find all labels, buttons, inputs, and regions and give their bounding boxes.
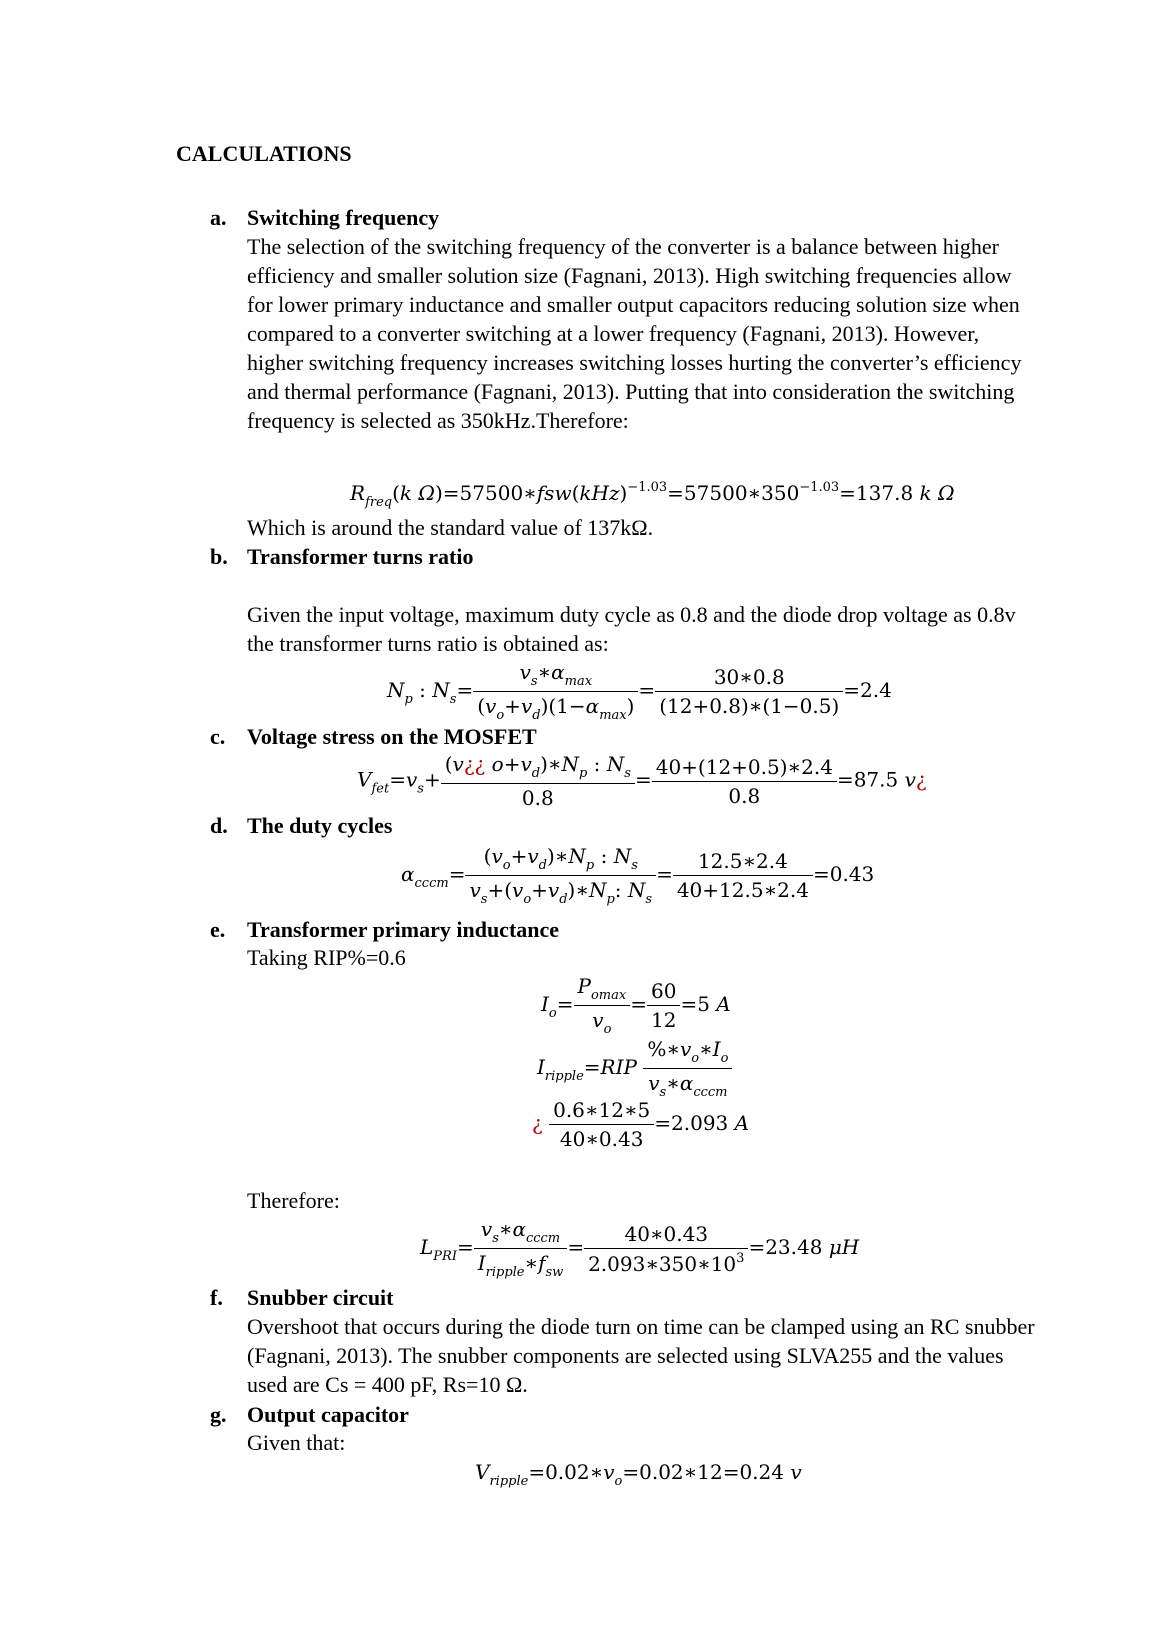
page-title: CALCULATIONS: [176, 141, 352, 166]
section-d-heading: The duty cycles: [247, 813, 393, 838]
section-g-letter: g.: [210, 1402, 227, 1427]
section-c-letter: c.: [210, 724, 226, 749]
section-b-paragraph: Given the input voltage, maximum duty cycle as 0.8 and the diode drop voltage as 0.8v the transformer turns ratio is obtained as:: [247, 602, 1016, 656]
section-b-letter: b.: [210, 544, 228, 569]
equation-iripple: $I_{ripple}=RIP$ $\frac{\%∗v_o∗I_o}{v_s∗\alpha_{cccm}}$: [537, 1037, 732, 1100]
section-e-paragraph: Taking RIP%=0.6: [247, 945, 406, 970]
section-f-heading: Snubber circuit: [247, 1285, 394, 1310]
section-e-heading: Transformer primary inductance: [247, 917, 560, 942]
section-a-paragraph: The selection of the switching frequency of the converter is a balance between higher efficiency and smaller solution size (Fagnani, 2013). High switching frequencies allow for lower primary inductance and smaller output capacitors reducing solution size when compared to a converter switching at a lower frequency (Fagnani, 2013). However, higher switching frequency increases switching losses hurting the converter’s efficiency and thermal performance (Fagnani, 2013). Putting that into consideration the switching frequency is selected as 350kHz.Therefore:: [247, 234, 1022, 433]
section-c-heading: Voltage stress on the MOSFET: [247, 724, 537, 749]
equation-iripple-value: ¿ $\frac{0.6∗12∗5}{40∗0.43}$ =2.093 A: [532, 1098, 750, 1151]
equation-io: $I_o=$ $\frac{P_{omax}}{v_o}$ = $\frac{60}{12}$ =5 A: [541, 974, 731, 1037]
section-a-heading: Switching frequency: [247, 205, 440, 230]
section-e-therefore: Therefore:: [247, 1188, 340, 1213]
section-g-heading: Output capacitor: [247, 1402, 409, 1427]
equation-rfreq: $R_{freq}(k$ $\Omega)=57500∗fsw(kHz)^{-1.03}=57500∗350^{-1.03}=137.8$ k Ω: [350, 480, 955, 510]
section-f-paragraph: Overshoot that occurs during the diode turn on time can be clamped using an RC snubber (Fagnani, 2013). The snubber components are selected using SLVA255 and the values used are Cs = 400 pF, Rs=10 Ω.: [247, 1314, 1035, 1397]
equation-vfet: $V_{fet}=v_s+$ $\frac{(v¿¿ o+v_d)∗N_p : N_s}{0.8}$ = $\frac{40+(12+0.5)∗2.4}{0.8}$ =87.5 v¿: [357, 752, 927, 810]
section-a-letter: a.: [210, 205, 227, 230]
equation-duty-cycle: $\alpha_{cccm}=$ $\frac{(v_o+v_d)∗N_p : N_s}{v_s+(v_o+v_d)∗N_p: N_s}$ = $\frac{12.5∗2.4}{40+12.5∗2.4}$ =0.43: [401, 844, 875, 907]
section-a-after: Which is around the standard value of 137kΩ.: [247, 515, 654, 540]
section-g-paragraph: Given that:: [247, 1430, 346, 1455]
section-d-letter: d.: [210, 813, 228, 838]
section-f-letter: f.: [210, 1285, 223, 1310]
equation-turns-ratio: $N_p$ : $N_s=$ $\frac{v_s∗\alpha_{max}}{(v_o+v_d)(1-\alpha_{max})}$ = $\frac{30∗0.8}{(12+0.8)∗(1-0.5)}$ =2.4: [387, 660, 892, 723]
section-e-letter: e.: [210, 917, 226, 942]
equation-lpri: $L_{PRI}=$ $\frac{v_s∗\alpha_{cccm}}{I_{ripple}∗f_{sw}}$ = $\frac{40∗0.43}{2.093∗350∗10^3}$ =23.48 μH: [420, 1217, 860, 1280]
section-b-heading: Transformer turns ratio: [247, 544, 474, 569]
equation-vripple: $V_{ripple}=0.02∗v_o=0.02∗12=0.24$ v: [475, 1460, 802, 1489]
